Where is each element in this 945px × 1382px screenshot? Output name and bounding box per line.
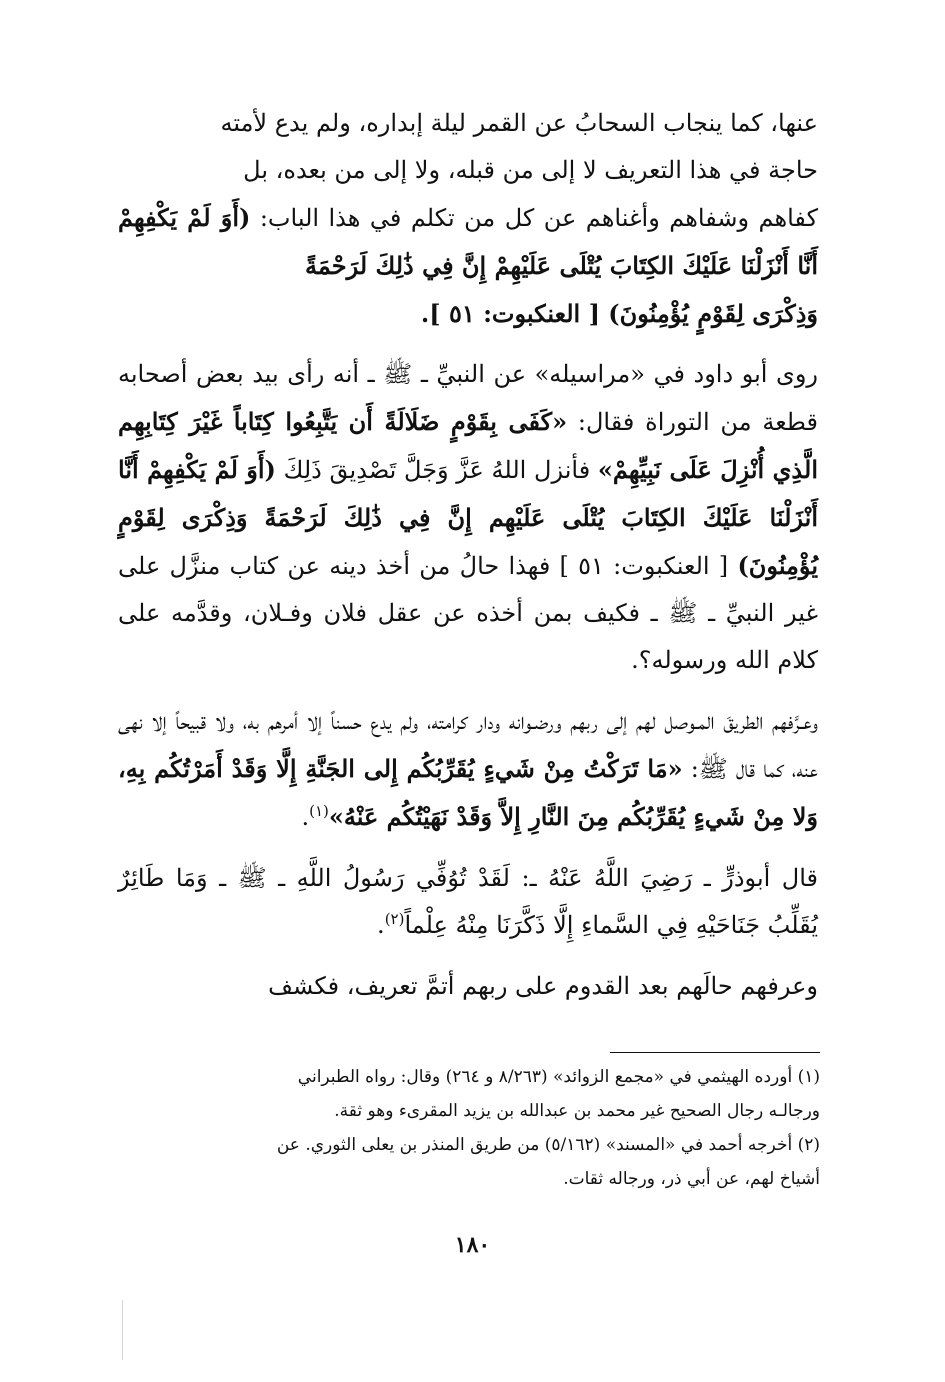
paragraph-1 <box>118 100 818 337</box>
paragraph-2-body <box>118 351 818 684</box>
paragraph-5-body: وعرفهم حالَهم بعد القدوم على ربهم أتمَّ تعريف، فكشف <box>268 972 818 1000</box>
paragraph-5 <box>118 963 818 1010</box>
paragraph-1-line-3-text: كفاهم وشفاهم وأغناهم عن كل من تكلم في هذا الباب: <box>259 204 818 232</box>
paragraph-1-line-3 <box>118 194 818 290</box>
quran-verse-2: (أَوَ لَمْ يَكْفِهِمْ أَنَّا أَنْزَلْنَا عَلَيْكَ الكِتَابَ يُتْلَى عَلَيْهِم إِنَّ فِي ذَٰلِكَ لَرَحْمَةً وَذِكْرَى لِقَوْمٍ يُؤْمِنُونَ) <box>118 455 818 580</box>
paragraph-2-intro: روى أبو داود في «مراسيله» عن النبيِّ ـ ﷺ ـ أنه رأى بيد بعض أصحابه قطعة من التوراة فقال: <box>118 360 818 436</box>
footnotes <box>128 1060 820 1196</box>
paragraph-3-intro: وعـرَّفهم الطريقَ المـوصل لهم إلى ربهم ورضـوانه ودار كرامته، ولم يدع حسناً إلا أمرهم به، ولا قبيحاً إلا نهى عنه، كما قال ﷺ: <box>118 707 818 783</box>
paragraph-2 <box>118 351 818 684</box>
quran-verse-1: (أَوَ لَمْ يَكْفِهِمْ أَنَّا أَنْزَلْنَا عَلَيْكَ الكِتَابَ يُتْلَى عَلَيْهِمْ إِنَّ فِي ذَٰلِكَ لَرَحْمَةً <box>118 203 818 280</box>
paragraph-2-outro: [ العنكبوت: ٥١ ] فهذا حالُ من أخذ دينه عن كتاب منزَّل على غير النبيِّ ـ ﷺ ـ فكيف بمن أخذه عن عقل فلان وفـلان، وقدَّمه على كلام الله ورسوله؟. <box>118 552 818 674</box>
footnote-2-line-2: أشياخ لهم، عن أبي ذر، ورجاله ثقات. <box>563 1169 820 1189</box>
paragraph-1-line-1: عنها، كما ينجاب السحابُ عن القمر ليلة إبداره، ولم يدع لأمته <box>220 109 818 137</box>
footnote-2-line-1: (٢) أخرجه أحمد في «المسند» (٥/١٦٢) من طريق المنذر بن يعلى الثوري. عن <box>276 1135 820 1155</box>
paragraph-3 <box>118 698 818 841</box>
footnote-1-line-2: ورجالـه رجال الصحيح غير محمد بن عبدالله بن يزيد المقرىء وهو ثقة. <box>334 1101 820 1121</box>
paragraph-2-middle: فأنزل اللهُ عَزَّ وَجَلَّ تَصْدِيقَ ذَلِكَ <box>283 456 591 484</box>
paragraph-1-line-2: حاجة في هذا التعريف لا إلى من قبله، ولا إلى من بعده، بل <box>243 156 818 184</box>
main-text <box>118 100 818 1024</box>
footnote-ref-2: (٢) <box>384 910 405 928</box>
paragraph-4 <box>118 855 818 949</box>
paragraph-4-text: قال أبوذرٍّ ـ رَضِيَ اللَّهُ عَنْهُ ـ: لَقَدْ تُوُفِّي رَسُولُ اللَّهِ ـ ﷺ ـ وَمَا طَائِرٌ يُقَلِّبُ جَنَاحَيْهِ فِي السَّماءِ إِلَّا ذَكَّرَنَا مِنْهُ عِلْماً <box>118 864 818 939</box>
hadith-2: «مَا تَرَكْتُ مِنْ شَيءٍ يُقَرِّبُكُم إِلى الجَنَّةِ إِلَّا وَقَدْ أَمَرْتُكُم بِهِ، وَلا مِنْ شَيءٍ يُقَرِّبُكُم مِنَ النَّارِ إِلاَّ وَقَدْ نَهَيْتُكُم عَنْهُ» <box>118 754 818 831</box>
scan-edge-mark <box>122 1300 123 1360</box>
footnote-ref-1: (١) <box>309 802 329 820</box>
paragraph-1-line-4: وَذِكْرَى لِقَوْمٍ يُؤْمِنُونَ) [ العنكبوت: ٥١ ]. <box>420 299 818 328</box>
paragraph-3-body: وعـرَّفهم الطريقَ المـوصل لهم إلى ربهم ورضـوانه ودار كرامته، ولم يدع حسناً إلا أمرهم به، ولا قبيحاً إلا نهى عنه، كما قال ﷺ: «مَا تَرَكْتُ مِنْ شَيءٍ يُقَرِّبُكُم إِلى الجَنَّةِ إِلَّا وَقَدْ أَمَرْتُكُم بِهِ، وَلا مِنْ شَيءٍ يُقَرِّبُكُم مِنَ النَّارِ إِلاَّ وَقَدْ نَهَيْتُكُم عَنْهُ»$^{(١)}$. <box>118 707 818 831</box>
paragraph-4-body: قال أبوذرٍّ ـ رَضِيَ اللَّهُ عَنْهُ ـ: لَقَدْ تُوُفِّي رَسُولُ اللَّهِ ـ ﷺ ـ وَمَا طَائِرٌ يُقَلِّبُ جَنَاحَيْهِ فِي السَّماءِ إِلَّا ذَكَّرَنَا مِنْهُ عِلْماً$^{(٢)}$. <box>118 864 818 939</box>
footnote-1-line-1: (١) أورده الهيثمي في «مجمع الزوائد» (٨/٢٦٣ و ٢٦٤) وقال: رواه الطبراني <box>297 1067 820 1087</box>
footnote-divider <box>610 1052 820 1053</box>
page-number: ١٨٠ <box>454 1232 491 1258</box>
hadith-1: «كَفَى بِقَوْمٍ ضَلَالَةً أَن يَتَّبِعُوا كِتَاباً غَيْرَ كِتَابِهِم الَّذِي أُنْزِلَ عَلَى نَبِيِّهِمْ» <box>118 407 818 484</box>
